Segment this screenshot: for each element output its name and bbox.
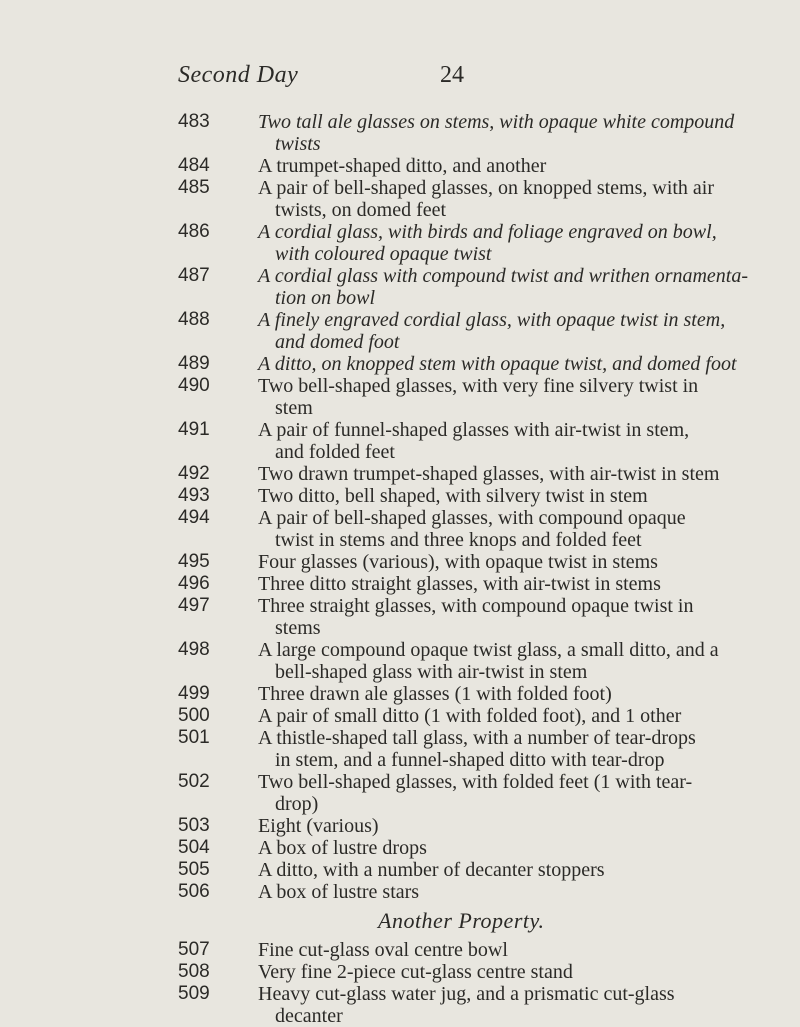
lot-entry bbox=[178, 683, 738, 705]
lot-description bbox=[258, 595, 738, 639]
lot-description-line: A cordial glass with compound twist and writhen ornamenta- bbox=[258, 265, 749, 287]
lot-entry bbox=[178, 727, 738, 771]
lot-number: 503 bbox=[178, 815, 210, 836]
lot-entry bbox=[178, 419, 738, 463]
lot-entry bbox=[178, 485, 738, 507]
lot-number: 507 bbox=[178, 939, 210, 960]
lot-description-line: A box of lustre drops bbox=[258, 837, 427, 859]
lot-number: 494 bbox=[178, 507, 210, 528]
lot-description bbox=[258, 221, 738, 265]
lot-number: 498 bbox=[178, 639, 210, 660]
lot-description-line: Four glasses (various), with opaque twist in stems bbox=[258, 551, 658, 573]
lot-description-line: twists bbox=[275, 133, 321, 155]
lot-description bbox=[258, 463, 738, 485]
lot-number: 485 bbox=[178, 177, 210, 198]
lot-description-line: drop) bbox=[275, 793, 319, 815]
lot-group-primary bbox=[178, 111, 749, 903]
lot-description-line: A cordial glass, with birds and foliage engraved on bowl, bbox=[258, 221, 717, 243]
lot-entry bbox=[178, 595, 738, 639]
lot-description bbox=[258, 881, 738, 903]
lot-description-line: Three drawn ale glasses (1 with folded foot) bbox=[258, 683, 612, 705]
lot-description-line: A ditto, on knopped stem with opaque twist, and domed foot bbox=[258, 353, 737, 375]
lot-description bbox=[258, 419, 738, 463]
lot-number: 483 bbox=[178, 111, 210, 132]
lot-number: 493 bbox=[178, 485, 210, 506]
lot-description-line: and folded feet bbox=[275, 441, 395, 463]
lot-number: 506 bbox=[178, 881, 210, 902]
lot-description bbox=[258, 815, 738, 837]
lot-description bbox=[258, 983, 738, 1027]
lot-entry bbox=[178, 881, 738, 903]
lot-number: 487 bbox=[178, 265, 210, 286]
lot-number: 502 bbox=[178, 771, 210, 792]
lot-description-line: Heavy cut-glass water jug, and a prismatic cut-glass bbox=[258, 983, 675, 1005]
lot-number: 505 bbox=[178, 859, 210, 880]
lot-description-line: stems bbox=[275, 617, 321, 639]
lot-list bbox=[178, 111, 749, 1027]
lot-entry bbox=[178, 815, 738, 837]
page-number: 24 bbox=[440, 62, 464, 88]
lot-description-line: decanter bbox=[275, 1005, 343, 1027]
lot-entry bbox=[178, 771, 738, 815]
lot-entry bbox=[178, 573, 738, 595]
lot-description-line: Two bell-shaped glasses, with folded feet (1 with tear- bbox=[258, 771, 693, 793]
lot-entry bbox=[178, 353, 738, 375]
lot-description-line: A pair of bell-shaped glasses, with compound opaque bbox=[258, 507, 686, 529]
lot-description bbox=[258, 177, 738, 221]
lot-entry bbox=[178, 221, 738, 265]
lot-description bbox=[258, 485, 738, 507]
lot-entry bbox=[178, 309, 738, 353]
lot-entry bbox=[178, 705, 738, 727]
lot-description-line: A finely engraved cordial glass, with opaque twist in stem, bbox=[258, 309, 726, 331]
lot-description bbox=[258, 683, 738, 705]
lot-description-line: and domed foot bbox=[275, 331, 400, 353]
lot-entry bbox=[178, 177, 738, 221]
lot-description bbox=[258, 375, 738, 419]
lot-description-line: Two ditto, bell shaped, with silvery twist in stem bbox=[258, 485, 648, 507]
lot-number: 484 bbox=[178, 155, 210, 176]
lot-description bbox=[258, 727, 738, 771]
lot-entry bbox=[178, 961, 738, 983]
lot-group-another-property bbox=[178, 939, 738, 1027]
lot-entry bbox=[178, 551, 738, 573]
lot-description bbox=[258, 309, 738, 353]
lot-number: 509 bbox=[178, 983, 210, 1004]
lot-description bbox=[258, 265, 749, 309]
lot-number: 500 bbox=[178, 705, 210, 726]
lot-description-line: A pair of bell-shaped glasses, on knopped stems, with air bbox=[258, 177, 715, 199]
lot-description bbox=[258, 111, 738, 155]
lot-number: 490 bbox=[178, 375, 210, 396]
lot-description bbox=[258, 507, 738, 551]
lot-number: 489 bbox=[178, 353, 210, 374]
lot-description-line: Three ditto straight glasses, with air-twist in stems bbox=[258, 573, 661, 595]
section-heading: Another Property. bbox=[378, 908, 545, 933]
lot-entry bbox=[178, 265, 749, 309]
page-header bbox=[178, 62, 718, 94]
lot-number: 504 bbox=[178, 837, 210, 858]
lot-number: 491 bbox=[178, 419, 210, 440]
lot-description-line: twists, on domed feet bbox=[275, 199, 447, 221]
lot-description-line: Very fine 2-piece cut-glass centre stand bbox=[258, 961, 573, 983]
lot-number: 488 bbox=[178, 309, 210, 330]
lot-description-line: Two tall ale glasses on stems, with opaque white compound bbox=[258, 111, 735, 133]
lot-entry bbox=[178, 111, 738, 155]
lot-entry bbox=[178, 507, 738, 551]
lot-entry bbox=[178, 837, 738, 859]
lot-description-line: A trumpet-shaped ditto, and another bbox=[258, 155, 547, 177]
lot-description bbox=[258, 961, 738, 983]
lot-number: 499 bbox=[178, 683, 210, 704]
lot-number: 501 bbox=[178, 727, 210, 748]
lot-description-line: stem bbox=[275, 397, 313, 419]
lot-description-line: with coloured opaque twist bbox=[275, 243, 492, 265]
lot-entry bbox=[178, 939, 738, 961]
lot-description bbox=[258, 837, 738, 859]
lot-entry bbox=[178, 155, 738, 177]
lot-description-line: twist in stems and three knops and folded feet bbox=[275, 529, 642, 551]
lot-description bbox=[258, 155, 738, 177]
lot-description-line: Two bell-shaped glasses, with very fine silvery twist in bbox=[258, 375, 699, 397]
lot-description bbox=[258, 859, 738, 881]
lot-description-line: bell-shaped glass with air-twist in stem bbox=[275, 661, 588, 683]
lot-description-line: tion on bowl bbox=[275, 287, 376, 309]
lot-description-line: A pair of funnel-shaped glasses with air-twist in stem, bbox=[258, 419, 690, 441]
lot-entry bbox=[178, 375, 738, 419]
lot-description-line: A large compound opaque twist glass, a small ditto, and a bbox=[258, 639, 719, 661]
lot-description bbox=[258, 353, 738, 375]
lot-description bbox=[258, 771, 738, 815]
lot-entry bbox=[178, 463, 738, 485]
lot-description-line: Three straight glasses, with compound opaque twist in bbox=[258, 595, 694, 617]
lot-description-line: Fine cut-glass oval centre bowl bbox=[258, 939, 508, 961]
lot-description-line: Eight (various) bbox=[258, 815, 379, 837]
lot-description bbox=[258, 939, 738, 961]
lot-description bbox=[258, 551, 738, 573]
running-title: Second Day bbox=[178, 62, 299, 88]
lot-description-line: A pair of small ditto (1 with folded foot), and 1 other bbox=[258, 705, 682, 727]
lot-number: 492 bbox=[178, 463, 210, 484]
lot-description bbox=[258, 639, 738, 683]
lot-entry bbox=[178, 859, 738, 881]
lot-description bbox=[258, 573, 738, 595]
lot-description-line: Two drawn trumpet-shaped glasses, with air-twist in stem bbox=[258, 463, 720, 485]
lot-description-line: A ditto, with a number of decanter stoppers bbox=[258, 859, 605, 881]
lot-description-line: A box of lustre stars bbox=[258, 881, 420, 903]
lot-description-line: A thistle-shaped tall glass, with a number of tear-drops bbox=[258, 727, 696, 749]
lot-number: 497 bbox=[178, 595, 210, 616]
lot-entry bbox=[178, 983, 738, 1027]
lot-number: 508 bbox=[178, 961, 210, 982]
lot-number: 496 bbox=[178, 573, 210, 594]
lot-description-line: in stem, and a funnel-shaped ditto with tear-drop bbox=[275, 749, 665, 771]
lot-number: 486 bbox=[178, 221, 210, 242]
lot-number: 495 bbox=[178, 551, 210, 572]
lot-description bbox=[258, 705, 738, 727]
lot-entry bbox=[178, 639, 738, 683]
